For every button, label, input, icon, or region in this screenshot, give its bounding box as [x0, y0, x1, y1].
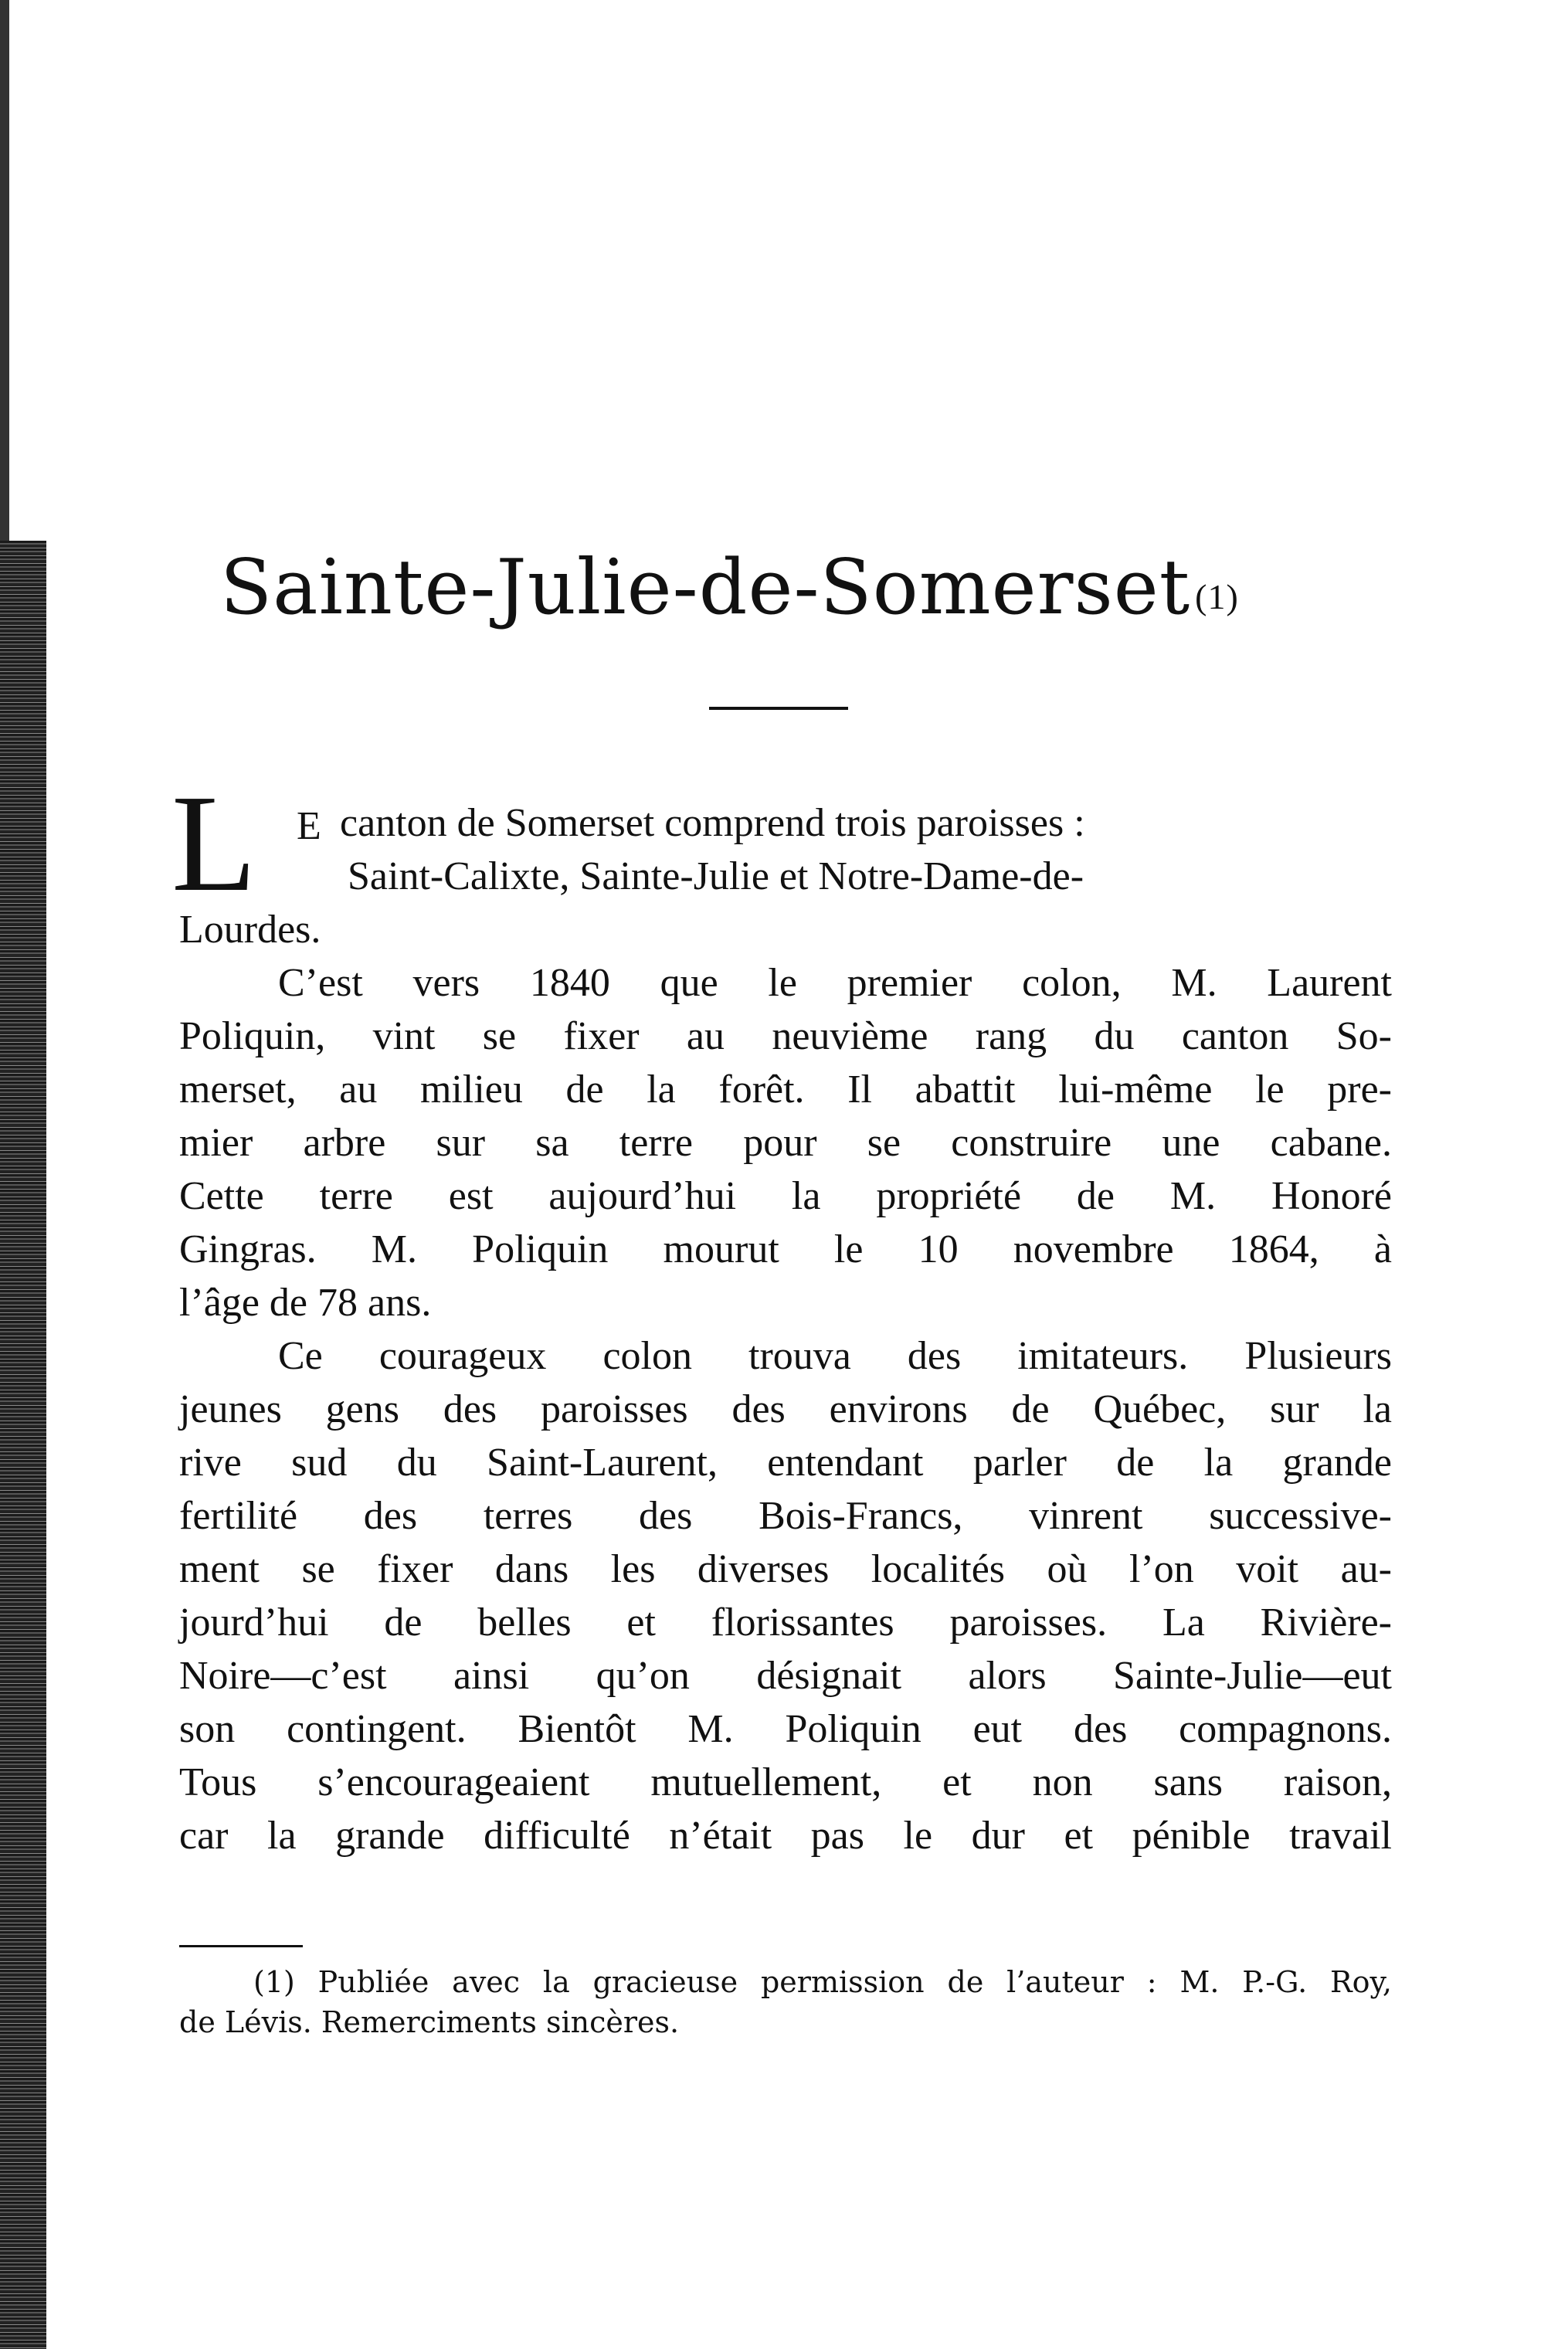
footnote-divider — [179, 1945, 303, 1947]
paragraph-line: jourd’hui de belles et florissantes paroisses. La Rivière- — [179, 1601, 1392, 1645]
footnote-line: de Lévis. Remerciments sincères. — [179, 2005, 680, 2039]
paragraph-line: Poliquin, vint se fixer au neuvième rang du canton So- — [179, 1014, 1392, 1058]
paragraph-line: Cette terre est aujourd’hui la propriété de M. Honoré — [179, 1174, 1392, 1218]
footnote-line: (1) Publiée avec la gracieuse permission de l’auteur : M. P.-G. Roy, — [253, 1965, 1392, 1999]
paragraph-line: merset, au milieu de la forêt. Il abattit lui-même le pre- — [179, 1068, 1392, 1112]
scanned-page-edge-top — [0, 0, 46, 541]
paragraph-line: Saint-Calixte, Sainte-Julie et Notre-Dame-de- — [348, 854, 1084, 898]
paragraph-line: Tous s’encourageaient mutuellement, et non sans raison, — [179, 1760, 1392, 1804]
paragraph-line: fertilité des terres des Bois-Francs, vinrent successive- — [179, 1494, 1392, 1538]
paragraph-line: jeunes gens des paroisses des environs de Québec, sur la — [179, 1387, 1392, 1431]
paragraph-line: son contingent. Bientôt M. Poliquin eut des compagnons. — [179, 1707, 1392, 1751]
paragraph-line: ment se fixer dans les diverses localités où l’on voit au- — [179, 1547, 1392, 1591]
drop-cap-continuation: E — [297, 804, 321, 848]
paragraph-line: car la grande difficulté n’était pas le dur et pénible travail — [179, 1814, 1392, 1858]
paragraph-line: mier arbre sur sa terre pour se construire une cabane. — [179, 1121, 1392, 1165]
paragraph-line: canton de Somerset comprend trois paroisses : — [340, 801, 1085, 845]
title-divider — [709, 707, 848, 710]
page-title — [220, 544, 1379, 632]
drop-cap: L — [171, 766, 256, 920]
paragraph-line: C’est vers 1840 que le premier colon, M. Laurent — [278, 961, 1392, 1005]
paragraph-line: Gingras. M. Poliquin mourut le 10 novembre 1864, à — [179, 1227, 1392, 1271]
title-footnote-marker: (1) — [1195, 577, 1239, 616]
paragraph-line: l’âge de 78 ans. — [179, 1281, 432, 1325]
paragraph-line: rive sud du Saint-Laurent, entendant parler de la grande — [179, 1441, 1392, 1485]
paragraph-line: Noire—c’est ainsi qu’on désignait alors Sainte-Julie—eut — [179, 1654, 1392, 1698]
page-title-text: Sainte-Julie-de-Somerset — [220, 544, 1191, 632]
paragraph-line: Ce courageux colon trouva des imitateurs. Plusieurs — [278, 1334, 1392, 1378]
paragraph-line: Lourdes. — [179, 908, 321, 952]
